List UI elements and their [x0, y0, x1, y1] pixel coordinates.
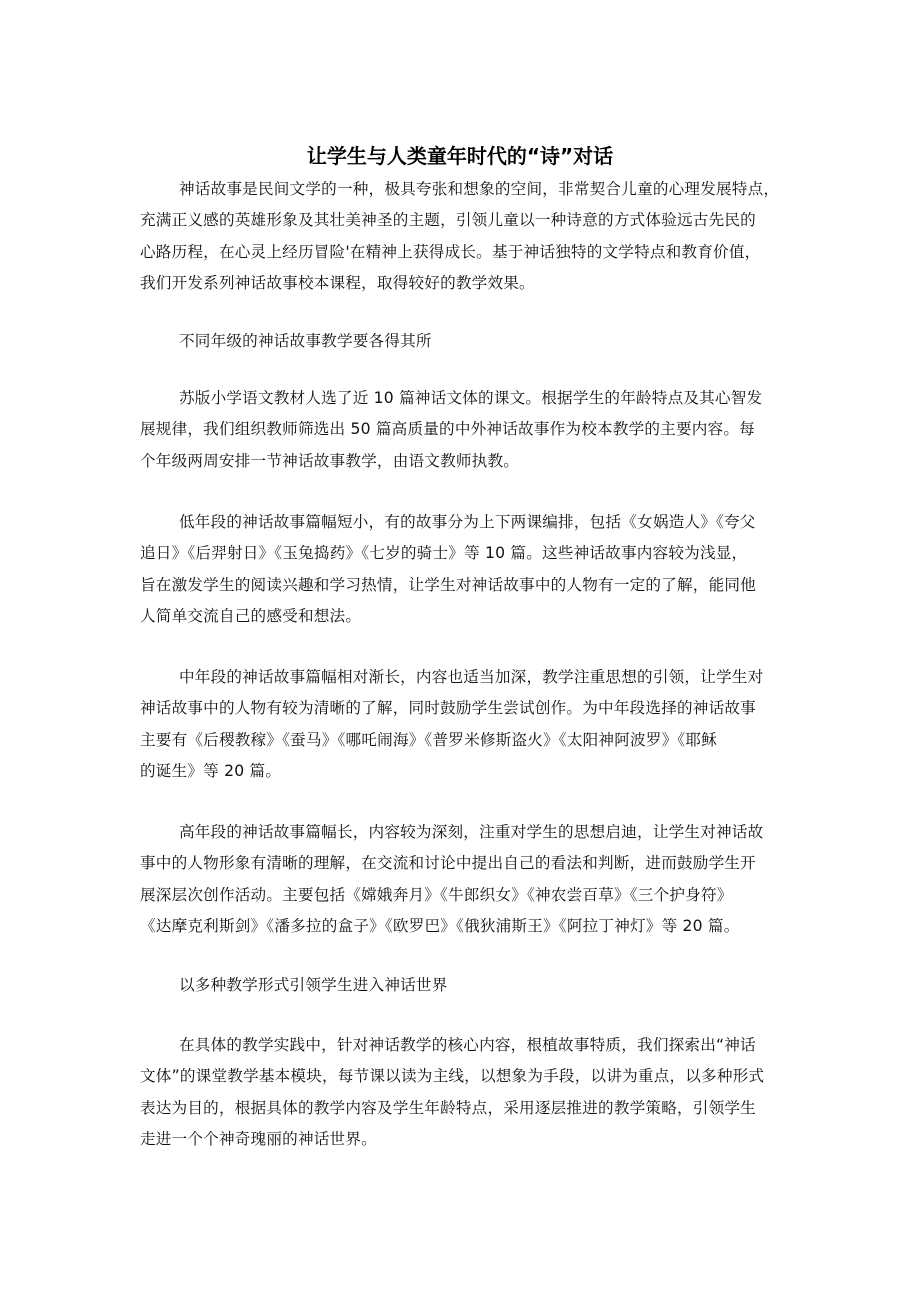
text-line: 我们开发系列神话故事校本课程，取得较好的教学效果。 — [140, 274, 535, 293]
section-heading — [140, 970, 820, 1001]
paragraph — [140, 383, 820, 477]
section-heading — [140, 326, 820, 357]
text-line: 神话故事中的人物有较为清晰的了解，同时鼓励学生尝试创作。为中年段选择的神话故事 — [140, 699, 756, 718]
text-line: 旨在激发学生的阅读兴趣和学习热情，让学生对神话故事中的人物有一定的了解，能同他 — [140, 575, 756, 594]
paragraph — [140, 662, 820, 788]
text-line: 的诞生》等 20 篇。 — [140, 762, 282, 781]
text-line: 神话故事是民间文学的一种，极具夸张和想象的空间，非常契合儿童的心理发展特点， — [179, 180, 780, 198]
text-line: 展深层次创作活动。主要包括《嫦娥奔月》《牛郎织女》《神农尝百草》《三个护身符》 — [140, 885, 733, 904]
text-line: 事中的人物形象有清晰的理解，在交流和讨论中提出自己的看法和判断，进而鼓励学生开 — [140, 854, 756, 873]
text-line: 心路历程，在心灵上经历冒险'在精神上获得成长。基于神话独特的文学特点和教育价值， — [140, 242, 761, 261]
text-line: 《达摩克利斯剑》《潘多拉的盒子》《欧罗巴》《俄狄浦斯王》《阿拉丁神灯》等 20 篇。 — [140, 917, 740, 936]
text-line: 在具体的教学实践中，针对神话教学的核心内容，根植故事特质，我们探索出“神话 — [179, 1036, 756, 1054]
text-line: 人简单交流自己的感受和想法。 — [140, 607, 362, 626]
text-line: 追日》《后羿射日》《玉兔捣药》《七岁的骑士》等 10 篇。这些神话故事内容较为浅显， — [140, 544, 748, 563]
text-line: 中年段的神话故事篇幅相对渐长，内容也适当加深，教学注重思想的引领，让学生对 — [179, 668, 764, 686]
text-line: 苏版小学语文教材人选了近 10 篇神话文体的课文。根据学生的年龄特点及其心智发 — [179, 389, 763, 407]
text-line: 主要有《后稷教稼》《蚕马》《哪吒闹海》《普罗米修斯盗火》《太阳神阿波罗》《耶稣 — [140, 730, 717, 749]
text-line: 走进一个个神奇瑰丽的神话世界。 — [140, 1130, 377, 1149]
text-line: 低年段的神话故事篇幅短小，有的故事分为上下两课编排，包括《女娲造人》《夸父 — [179, 513, 756, 531]
text-line: 个年级两周安排一节神话故事教学，由语文教师执教。 — [140, 451, 520, 470]
text-line: 表达为目的，根据具体的教学内容及学生年龄特点，采用逐层推进的教学策略，引领学生 — [140, 1098, 756, 1117]
paragraph — [140, 507, 820, 633]
paragraph — [140, 174, 820, 300]
text-line: 不同年级的神话故事教学要各得其所 — [179, 332, 432, 350]
paragraph — [140, 817, 820, 943]
text-line: 以多种教学形式引领学生进入神话世界 — [179, 976, 448, 994]
document-title: 让学生与人类童年时代的“诗”对话 — [306, 144, 614, 169]
text-line: 展规律，我们组织教师筛选出 50 篇高质量的中外神话故事作为校本教学的主要内容。每 — [140, 420, 755, 439]
text-line: 高年段的神话故事篇幅长，内容较为深刻，注重对学生的思想启迪，让学生对神话故 — [179, 823, 764, 841]
text-line: 充满正义感的英雄形象及其壮美神圣的主题，引领儿童以一种诗意的方式体验远古先民的 — [140, 211, 756, 230]
text-line: 文体”的课堂教学基本模块，每节课以读为主线，以想象为手段，以讲为重点，以多种形式 — [140, 1067, 765, 1086]
paragraph — [140, 1030, 820, 1156]
